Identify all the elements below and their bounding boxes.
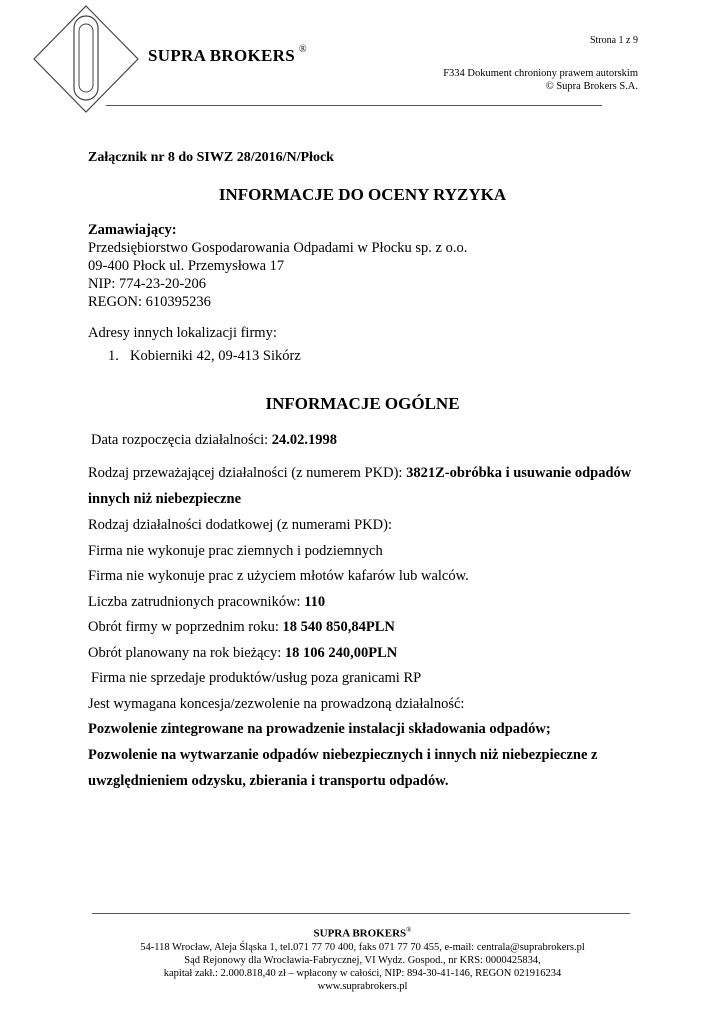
header-divider (106, 105, 602, 106)
location-text: Kobierniki 42, 09-413 Sikórz (130, 348, 301, 364)
other-locations-label: Adresy innych lokalizacji firmy: (88, 325, 277, 341)
footer-divider (92, 913, 630, 914)
permit-2-line-1: Pozwolenie na wytwarzanie odpadów niebezpiecznych i innych niż niebezpieczne z (88, 747, 598, 763)
location-item (108, 348, 301, 365)
customer-nip: NIP: 774-23-20-206 (88, 276, 207, 292)
license-required: Jest wymagana koncesja/zezwolenie na prowadzoną działalność: (88, 696, 465, 712)
customer-label: Zamawiający: (88, 222, 177, 238)
footer-capital: kapitał zakł.: 2.000.818,40 zł – wpłacony w całości, NIP: 894-30-41-146, REGON 021916234 (163, 968, 562, 979)
general-heading: INFORMACJE OGÓLNE (265, 394, 460, 413)
earthworks-statement: Firma nie wykonuje prac ziemnych i podziemnych (88, 543, 383, 559)
copyright-note (400, 67, 638, 93)
main-heading: INFORMACJE DO OCENY RYZYKA (218, 185, 507, 204)
customer-name: Przedsiębiorstwo Gospodarowania Odpadami w Płocku sp. z o.o. (88, 240, 468, 256)
customer-address: 09-400 Płock ul. Przemysłowa 17 (88, 258, 285, 274)
employees: Liczba zatrudnionych pracowników: 110 (88, 594, 326, 610)
turnover-planned: Obrót planowany na rok bieżący: 18 106 240,00PLN (88, 645, 398, 661)
attachment-title: Załącznik nr 8 do SIWZ 28/2016/N/Płock (88, 150, 334, 165)
copyright-line-1: F334 Dokument chroniony prawem autorskim (443, 68, 638, 79)
no-export-statement: Firma nie sprzedaje produktów/usług poza granicami RP (91, 670, 422, 686)
customer-regon: REGON: 610395236 (88, 294, 211, 310)
start-date: Data rozpoczęcia działalności: 24.02.1998 (91, 432, 337, 448)
location-number: 1. (108, 348, 119, 364)
main-activity-cont: innych niż niebezpieczne (88, 491, 242, 507)
additional-activity: Rodzaj działalności dodatkowej (z numerami PKD): (88, 517, 393, 533)
copyright-line-2: © Supra Brokers S.A. (545, 81, 638, 92)
footer-brand: SUPRA BROKERS® (313, 926, 412, 940)
permit-2-line-2: uwzględnieniem odzysku, zbierania i transportu odpadów. (88, 773, 449, 789)
footer-website: www.suprabrokers.pl (317, 981, 408, 992)
footer-court: Sąd Rejonowy dla Wrocławia-Fabrycznej, VI Wydz. Gospod., nr KRS: 0000425834, (184, 955, 541, 966)
supra-brokers-logo-icon (30, 4, 142, 114)
footer-address: 54-118 Wrocław, Aleja Śląska 1, tel.071 77 70 400, faks 071 77 70 455, e-mail: centrala@suprabrokers.pl (140, 942, 585, 953)
main-activity: Rodzaj przeważającej działalności (z numerem PKD): 3821Z-obróbka i usuwanie odpadów (88, 465, 632, 481)
permit-1: Pozwolenie zintegrowane na prowadzenie instalacji składowania odpadów; (88, 721, 551, 737)
brand-name: SUPRA BROKERS ® (148, 44, 307, 65)
hammers-statement: Firma nie wykonuje prac z użyciem młotów kafarów lub walców. (88, 568, 469, 584)
page-number: Strona 1 z 9 (589, 35, 638, 46)
turnover-previous: Obrót firmy w poprzednim roku: 18 540 850,84PLN (88, 619, 395, 635)
